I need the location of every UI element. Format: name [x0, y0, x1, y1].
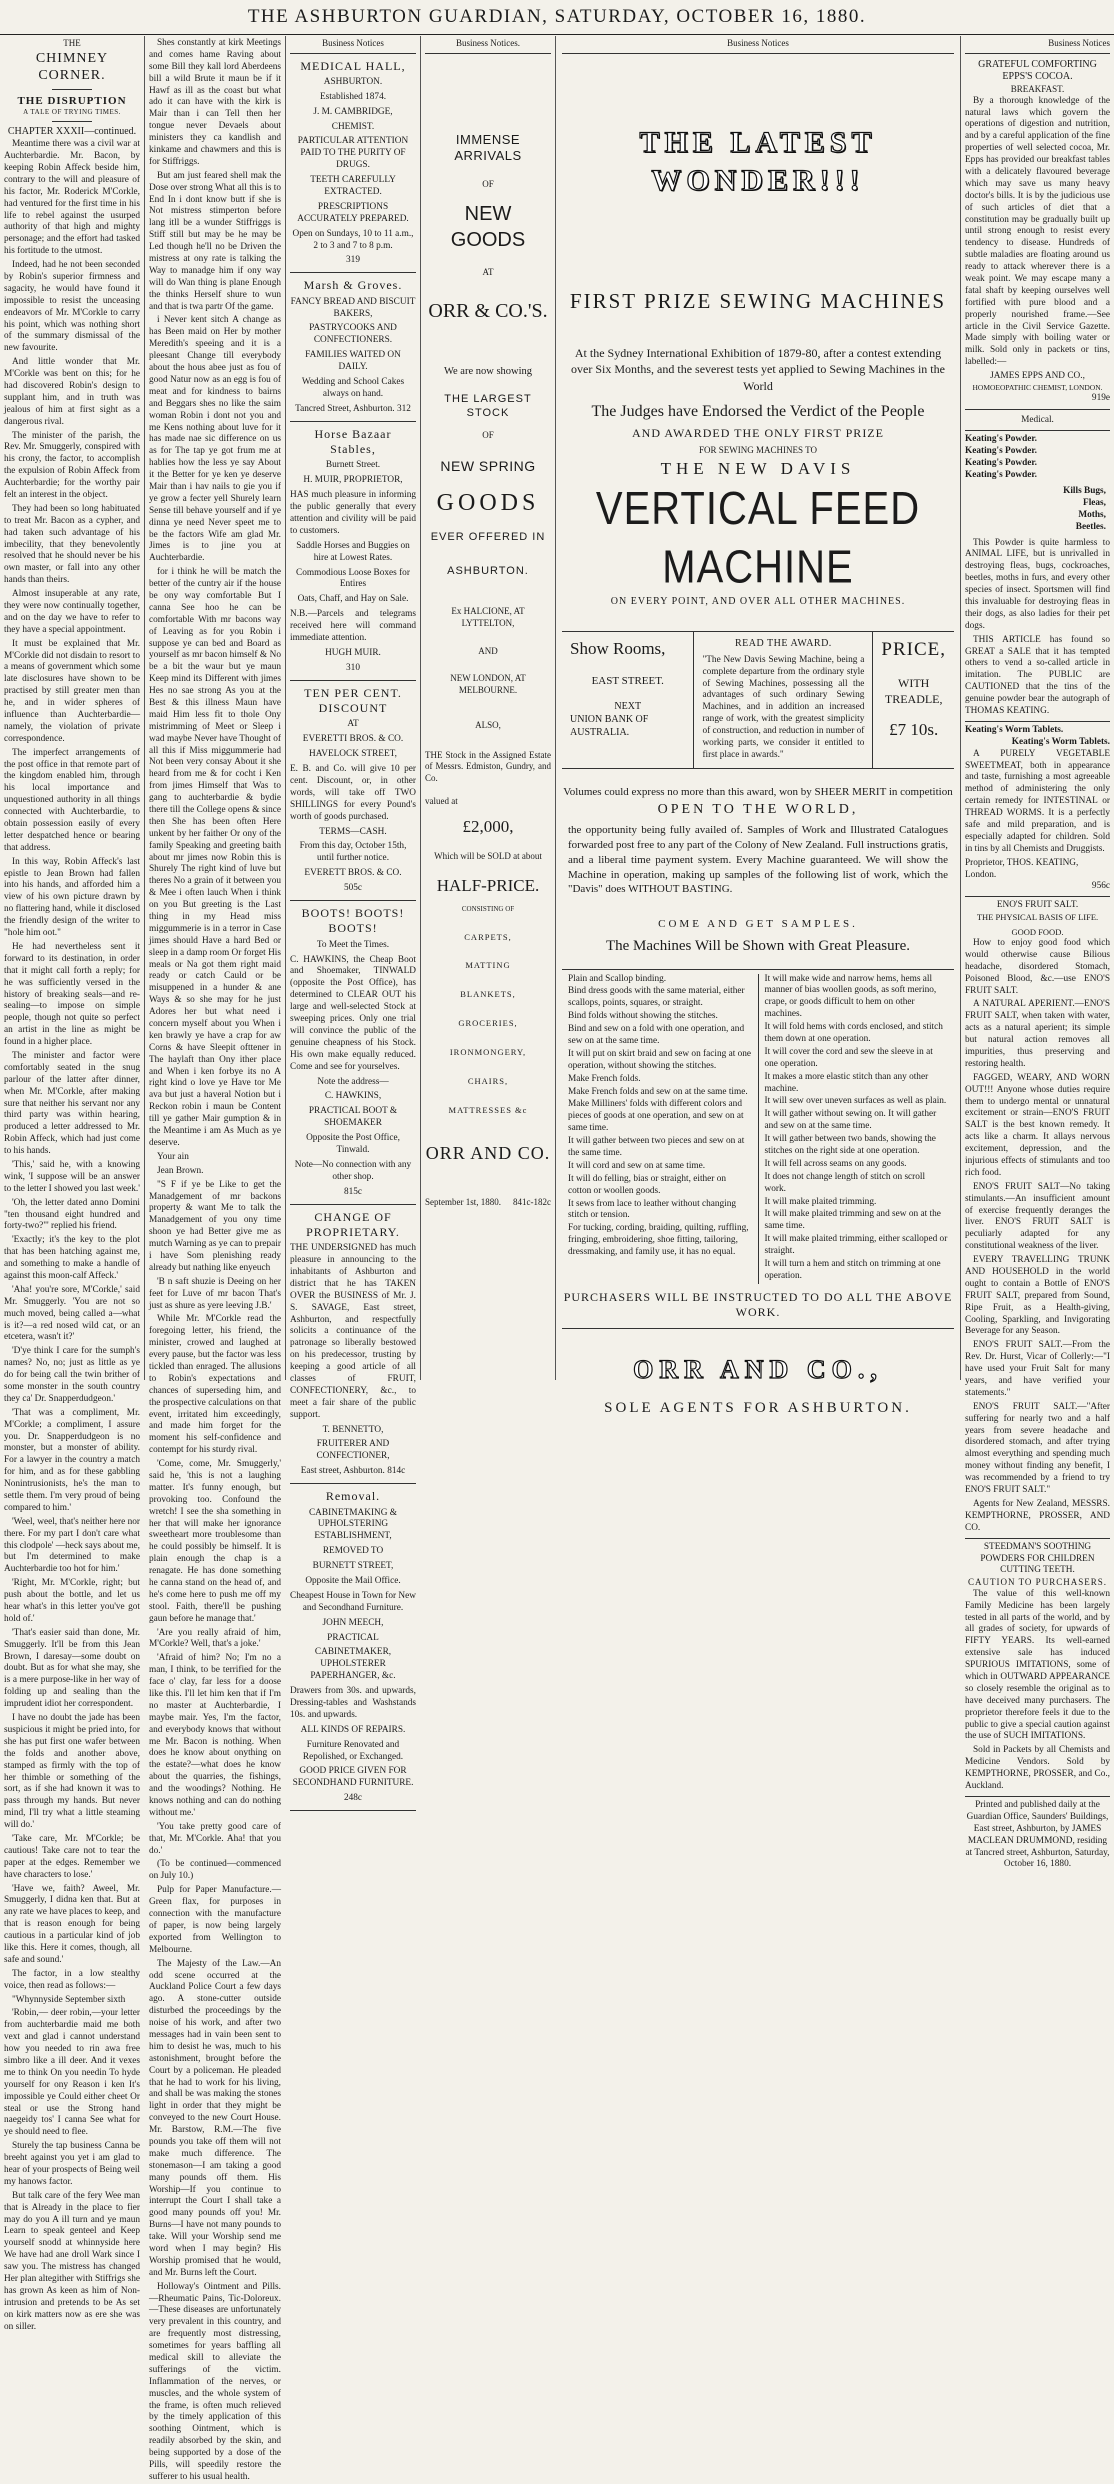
story-paragraph: 'Exactly; it's the key to the plot that has been hatching against me, and something to make a handle of against this moon-calf Affeck.': [4, 1235, 140, 1281]
largest-stock: THE LARGEST STOCK: [444, 393, 532, 420]
advertisement: [290, 686, 416, 895]
story-paragraph: 'Robin,— deer robin,—your letter from auchterbardie maid me both vext and glad i cannot understand how you needed to rin awa free simbro like a ill deer. And it vexes me to think On you needin To hyde yourself for ony Reason i ken It's impossible ye Could either cheet Or steal or use the Strong hand naegeidy tos' I canna See what for ye should need to flee.: [4, 2008, 140, 2138]
story-paragraph: "Whynnyside September sixth: [12, 1994, 126, 2005]
ad-line: PRACTICAL: [327, 1632, 379, 1643]
ad-line: Burnett Street.: [325, 460, 381, 471]
ad-line: CHANGE OF PROPRIETARY.: [306, 1209, 400, 1239]
feature-lists: [562, 969, 954, 1284]
awarded-line: AND AWARDED THE ONLY FIRST PRIZE: [632, 426, 884, 441]
story-paragraph: 'Aha! you're sore, M'Corkle,' said Mr. Smuggerly. 'You are not so much moved, being called a—what is it?—a red nosed wild cat, or an etcetera, wasn't it?': [4, 1284, 140, 1343]
feature-item: It will gather between two bands, showing the stitches on the right side at one operation.: [764, 1134, 936, 1156]
column-header: Business Notices: [727, 38, 789, 48]
feature-item: It will make plaited trimming, either scalloped or straight.: [764, 1234, 948, 1257]
ad-line: Saddle Horses and Buggies on hire at Lowest Rates.: [296, 540, 410, 563]
story-paragraph: It must be explained that Mr. M'Corkle did not disdain to resort to a means of government which some late disclosures have shown to be practised by still greater men than he, and in wider spheres of influence than Auchterbardie—namely, the violation of private correspondence.: [4, 638, 140, 744]
feature-item: It will make plaited trimming.: [764, 1196, 877, 1207]
ad-word: AND: [478, 645, 498, 656]
story-paragraph: Indeed, had he not been seconded by Robin's superior firmness and sagacity, he would have found it impossible to resist the unceasing endeavors of Mr. M'Corkle to carry his point, which was nothing short of the summary dismissal of the new favourite.: [4, 260, 140, 354]
immense-arrivals: IMMENSE ARRIVALS: [454, 131, 522, 164]
ad-line: Removal.: [325, 1489, 381, 1504]
half-price: HALF-PRICE.: [436, 875, 540, 895]
ad-line: 505c: [343, 883, 363, 894]
sole-agents: SOLE AGENTS FOR ASHBURTON.: [604, 1399, 912, 1416]
stock-item: MATTING: [465, 960, 511, 971]
story-paragraph: Pulp for Paper Manufacture.—Green flax, for purposes in connection with the manufacture of paper, is now being largely exported from Wellington to Melbourne.: [149, 1885, 281, 1955]
kills-item: Fleas,: [1083, 497, 1106, 508]
ad-line: ASHBURTON.: [323, 76, 383, 87]
keating-line: Keating's Powder.: [965, 458, 1037, 469]
feature-item: Make French folds and sew on at the same time.: [568, 1086, 748, 1097]
treadle-label: WITH TREADLE,: [884, 676, 943, 706]
imprint: Printed and published daily at the Guardian Office, Saunders' Buildings, East street, Ashburton, by JAMES MACLEAN DRUMMOND, residing at Tancred street, Ashburton, Saturday, October 16, 1880.: [965, 1799, 1110, 1870]
story-paragraph: 'This,' said he, with a knowing wink, 'I suppose will be an answer to the letter I showed you last week.': [4, 1159, 140, 1194]
keating-line: Keating's Powder.: [965, 470, 1037, 481]
feature-list-left: [562, 974, 758, 1284]
ad-line: FRUITERER AND CONFECTIONER,: [316, 1439, 390, 1462]
story-paragraph: And little wonder that Mr. M'Corkle was bent on this; for he had discovered Robin's design to supplant him, and in truth was jealous of him at first sight as a dangerous rival.: [4, 357, 140, 427]
feature-item: Bind dress goods with the same material, either scallops, points, squares, or straight.: [568, 986, 745, 1009]
feature-item: It will turn a hem and stitch on trimming at one operation.: [764, 1258, 941, 1281]
feature-item: It will cover the cord and sew the sleeve in at one operation.: [764, 1046, 933, 1069]
orr-name: ORR & CO.'S.: [428, 299, 548, 322]
shown-with-pleasure: The Machines Will be Shown with Great Pleasure.: [605, 938, 911, 955]
ad-word: ALSO,: [475, 720, 501, 731]
story-paragraph: 'Oh, the letter dated anno Domini "ten thousand eight hundred and forty-two?"' replied his friend.: [4, 1197, 140, 1232]
feature-list-right: [758, 974, 955, 1284]
volumes-line: Volumes could express no more than this award, won by SHEER MERIT in competition: [563, 785, 953, 798]
feature-item: It will fold hems with cords enclosed, and stitch them down at one operation.: [764, 1022, 943, 1044]
ad-line: THE UNDERSIGNED has much pleasure in announcing to the inhabitants of Ashburton and district that he has TAKEN OVER the BUSINESS of Mr. J. S. SAVAGE, East street, Ashburton, and respectfully solicits a continuance of the patronage so liberally bestowed on his predecessor, trusting by keeping a good article of all classes of FRUIT, CONFECTIONERY, &c., to meet a fair share of the public support.: [290, 1243, 416, 1420]
steedman-body: The value of this well-known Family Medicine has been largely tested in all parts of the world, and by all grades of society, for upwards of FIFTY YEARS. Its well-earned extensive sale has induced SPURIOUS IMITATIONS, some of which in OUTWARD APPEARANCE so closely resemble the original as to have deceived many purchasers. The proprietor therefore feels it due to the public to give a special caution against the use of SUCH IMITATIONS.: [965, 1588, 1110, 1742]
story-paragraph: Almost insuperable at any rate, they were now continually together, and on the day we have to refer to they have a special appointment.: [4, 589, 140, 635]
goods-heading: GOODS: [436, 489, 540, 516]
feature-item: It will gather without sewing on. It will gather and sew on at the same time.: [764, 1109, 937, 1132]
ad-line: C. HAWKINS,: [324, 1091, 382, 1102]
ad-line: From this day, October 15th, until further notice.: [299, 841, 407, 864]
feature-item: It will put on skirt braid and sew on facing at one operation, without showing the stitches.: [568, 1048, 752, 1071]
story-paragraph: 'Right, Mr. M'Corkle, right; but push about the bottle, and let us hear what's in this letter you've got hold of.': [4, 1578, 140, 1624]
story-paragraph: 'You take pretty good care of that, Mr. M'Corkle. Aha! that you do.': [149, 1821, 281, 1856]
worm-signature: Proprietor, THOS. KEATING, London.: [965, 857, 1079, 880]
epps-signature-sub: HOMOEOPATHIC CHEMIST, LONDON.: [972, 383, 1103, 392]
ad-code: 956c: [1091, 881, 1110, 892]
feature-item: Bind and sew on a fold with one operation, and sew on at the same time.: [568, 1024, 745, 1046]
stock-item: CARPETS,: [464, 931, 512, 942]
column-header: Business Notices: [322, 38, 384, 48]
ad-line: Opposite the Post Office, Tinwald.: [306, 1133, 400, 1155]
advertisement-list: [290, 59, 416, 1812]
story-title: THE DISRUPTION: [17, 95, 127, 108]
east-street: EAST STREET.: [591, 674, 664, 687]
exhibition-intro: At the Sydney International Exhibition of 1879-80, after a contest extending over Six Months, and the severest tests yet applied to Sewing Machines in the World: [571, 346, 945, 393]
vertical-feed-machine: VERTICAL FEED MACHINE: [595, 483, 921, 594]
ad-line: HAS much pleasure in informing the public generally that every attention and civility will be paid to customers.: [290, 490, 416, 536]
ad-word: OF: [482, 178, 494, 189]
ad-line: Furniture Renovated and Repolished, or Exchanged.: [302, 1739, 404, 1762]
worm-subtitle: Keating's Worm Tablets.: [1011, 736, 1110, 747]
ad-word: AT: [482, 267, 494, 278]
column-story-continued: [145, 36, 285, 2482]
ad-line: Which will be SOLD at about: [434, 851, 542, 862]
keating-line: Keating's Powder.: [965, 446, 1037, 457]
samples-paragraph: the opportunity being fully availed of. Samples of Work and Illustrated Catalogues forwarded post free to any part of the Colony of New Zealand. Full instructions gratis, and a liberal time payment system. Every Machine guaranteed. We will show the Machine in operation, making up samples of the following list of work, which the "Davis" does WITHOUT BASTING.: [568, 824, 949, 896]
steedman-sold: Sold in Packets by all Chemists and Medicine Vendors. Sold by KEMPTHORNE, PROSSER, and Co., Auckland.: [965, 1745, 1110, 1792]
story-subtitle: A TALE OF TRYING TIMES.: [23, 108, 121, 117]
eno-paragraph: EVERY TRAVELLING TRUNK AND HOUSEHOLD in the world ought to contain a Bottle of ENO'S FRUIT SALT, prepared from Sound, Ripe Fruit, as a Health-giving, Cooling, Sparkling, and Invigorating Beverage for any Season.: [965, 1255, 1110, 1337]
chapter-heading: CHAPTER XXXII—continued.: [7, 126, 137, 138]
kills-item: Moths,: [1078, 509, 1106, 520]
story-paragraph: The imperfect arrangements of the post office in that remote part of the kingdom enabled him, through his local importance and unquestioned authority in all things connected with Auchterbardie, to obtain possession easily of every letter despatched hence or bearing that address.: [4, 747, 140, 853]
kills-item: Kills Bugs,: [1063, 485, 1106, 496]
ad-line: H. MUIR, PROPRIETOR,: [303, 475, 403, 486]
keating-line: Keating's Powder.: [965, 434, 1037, 445]
purchasers-line: PURCHASERS WILL BE INSTRUCTED TO DO ALL THE ABOVE WORK.: [563, 1289, 953, 1320]
ad-word: CONSISTING OF: [461, 904, 515, 913]
open-to-world: OPEN TO THE WORLD,: [657, 802, 859, 818]
story-paragraph: Your ain: [157, 1151, 189, 1162]
stock-item: MATTRESSES &c: [448, 1104, 528, 1115]
for-sewing-line: FOR SEWING MACHINES TO: [699, 444, 817, 455]
award-row: [562, 631, 954, 769]
feature-item: Bind folds without showing the stitches.: [568, 1011, 718, 1022]
ad-line: Note—No connection with any other shop.: [294, 1159, 412, 1182]
orr-and-co-heading: ORR AND CO.,: [633, 1355, 883, 1385]
story-paragraph: The factor, in a low stealthy voice, then read as follows:—: [4, 1968, 140, 1991]
ad-line: Open on Sundays, 10 to 11 a.m., 2 to 3 and 7 to 8 p.m.: [292, 228, 414, 251]
story-text-continued: [149, 38, 281, 2484]
ad-line: MEDICAL HALL,: [300, 58, 406, 73]
story-paragraph: They had been so long habituated to treat Mr. Bacon as a cypher, and had taken such advantage of his imbecility, that they benevolently resolved that he should never be his own master, or fall into any other hands than theirs.: [4, 503, 140, 586]
ad-line: ALL KINDS OF REPAIRS.: [300, 1724, 406, 1735]
ad-line: EVERETTI BROS. & CO.: [302, 734, 404, 745]
eno-paragraph: ENO'S FRUIT SALT.—From the Rev. Dr. Hurst, Vicar of Collerly:—"I have used your Fruit Salt for many years, and have verified your statements.": [965, 1340, 1110, 1398]
eno-title: ENO'S FRUIT SALT.: [996, 900, 1079, 911]
column-business-notices-1: [286, 36, 420, 1804]
orr-and-co: ORR AND CO.: [425, 1142, 551, 1163]
kills-list: [965, 486, 1110, 534]
ad-line: Commodious Loose Boxes for Entires: [296, 567, 410, 590]
story-paragraph: But talk care of the fery Wee man that is Already in the place to fier may do you A ill turn and ye maun Learn to speak genteel and Keep yourself snodd at whinnyside here We have had ane droll Wark since I saw you. The mistress has changed Her plan altegither with Stiffrigs she has grown As keen as him of Non-intrusion and pretends to be As set on kirk matters now as ere she was on siller.: [4, 2190, 140, 2332]
come-get-samples: COME AND GET SAMPLES.: [658, 918, 858, 931]
ad-line: J. M. CAMBRIDGE,: [313, 106, 393, 117]
column-chimney-corner: [0, 36, 144, 2332]
price-amount: £7 10s.: [889, 720, 939, 740]
ad-line: TEETH CAREFULLY EXTRACTED.: [310, 175, 396, 197]
story-paragraph: Meantime there was a civil war at Auchterbardie. Mr. Bacon, by keeping Robin Affeck beside him, contrary to the will and pleasure of his factor, Mr. Roderick M'Corkle, had ventured for the first time in his life to rebel against the usurped authority of that high and mighty personage; and the effort had tasked his fortitude to the utmost.: [4, 139, 140, 257]
ad-line: 815c: [343, 1186, 363, 1197]
story-paragraph: 'Take care, Mr. M'Corkle; be cautious! Take care not to tear the paper at the edges. Remember we have characters to lose.': [4, 1833, 140, 1880]
story-text: [4, 139, 140, 2333]
eno-paragraph: ENO'S FRUIT SALT—No taking stimulants.—An insufficient amount of exercise frequently deranges the liver. ENO'S FRUIT SALT is peculiarly adapted for any constitutional weakness of the liver.: [965, 1181, 1110, 1252]
ad-line: PRESCRIPTIONS ACCURATELY PREPARED.: [297, 201, 409, 224]
eno-paragraph: How to enjoy good food which would otherwise cause Bilious headache, disordered Stomach, Poisoned Blood, &c.—use ENO'S FRUIT SALT.: [965, 937, 1110, 996]
story-paragraph: 'Afraid of him? No; I'm no a man, I think, to be terrified for the face o' clay, far less for a doose like this. I'll let him ken that if I'm no master at Auchterbardie, I maybe mair. Yes, I'm the factor, and everybody knows that without me Mr. Bacon is nothing. When does he know about onything on the estate?—what does he know about the quarries, the fishings, and the woodings? Nothing. He knows nothing and can do nothing without me.': [149, 1653, 281, 1818]
column-medical-notices: [961, 36, 1114, 1870]
ad-line: PASTRYCOOKS AND CONFECTIONERS.: [309, 323, 397, 346]
ad-line: HAVELOCK STREET,: [309, 749, 397, 760]
feature-item: It will do felling, bias or straight, either on cotton or woollen goods.: [568, 1173, 727, 1196]
latest-wonder-heading: THE LATEST WONDER!!!: [639, 125, 877, 197]
story-paragraph: In this way, Robin Affeck's last epistle to Jean Brown had fallen into his hands, and afforded him a view of his own picture drawn by no flattering hand, while it disclosed the friendly design of the writer to "hole him oot.": [4, 856, 140, 939]
story-paragraph: 'Have we, faith? Aweel, Mr. Smuggerly, I didna ken that. But at any rate we have places to keep, and that is reason enough for being cautious in a particular kind of job like this. Here it comes, though, all safe and sound.': [4, 1883, 140, 1965]
feature-item: It sews from lace to leather without changing stitch or tension.: [568, 1198, 737, 1221]
ad-code: 919e: [1091, 392, 1110, 403]
ad-line: Cheapest House in Town for New and Secondhand Furniture.: [290, 1590, 416, 1613]
column-header: Business Notices.: [456, 38, 520, 48]
advertisement: [290, 278, 416, 415]
new-goods: NEW GOODS: [450, 203, 526, 251]
feature-item: It will make plaited trimming and sew on at the same time.: [764, 1209, 941, 1232]
ad-line: EVERETT BROS. & CO.: [304, 868, 402, 879]
ad-line: ASHBURTON.: [447, 565, 529, 578]
ad-line: Note the address—: [317, 1076, 389, 1087]
ad-line: BURNETT STREET,: [312, 1561, 394, 1572]
read-award: READ THE AWARD.: [735, 638, 832, 649]
judges-line: The Judges have Endorsed the Verdict of the People: [591, 402, 925, 420]
medical-heading: Medical.: [1021, 415, 1054, 426]
ad-line: Established 1874.: [319, 91, 387, 102]
story-paragraph: I have no doubt the jade has been suspicious it might be pried into, for she has put first one wafer between the folds and another above, stamped as firmly with the top of her thimble or something of the sort, as if she had known it was to pass through my hands. But never mind, I'll try what a little steaming will do.': [4, 1713, 140, 1831]
eno-good-food: GOOD FOOD.: [1011, 927, 1064, 938]
union-bank: UNION BANK OF AUSTRALIA.: [570, 713, 649, 738]
first-prize-heading: FIRST PRIZE SEWING MACHINES: [569, 289, 947, 314]
new-davis: THE NEW DAVIS: [660, 459, 856, 479]
stock-item: IRONMONGERY,: [449, 1047, 527, 1058]
story-paragraph: i Never kent sitch A change as has Been maid on Her by mother Meredith's speeing and it is a pleesant Change till everybody about the hous abee just as fou of good Natur now as an egg is fou of meat and for kindness to bairns and Beggars shes no like the saim woman Robin i dont not you and me Kens nothing about luve for it has made nae sic difference on us as for The tap ye got frum me at hablies how the less ye say About it the Better for ye ken ye deserve Mair than i hav nails to gie you if ye grow a fecter yell Shurely learn Sense till behave yourself and if ye dinna ye need Never speet me to be the factors Wife am glad Mr. Jimes is to jine you at Auchterbardie.: [149, 315, 281, 564]
ad-line: Tancred Street, Ashburton. 312: [295, 403, 411, 414]
award-quote: "The New Davis Sewing Machine, being a complete departure from the ordinary style of Sewing Machines, possessing all the advantages of such ordinary Sewing Machines, and in addition an increased range of work, with the greatest simplicity of construction, and reduction in number of working parts, we consider it entitled to first place in awards.": [702, 654, 865, 760]
story-paragraph: But am just feared shell mak the Dose over strong What all this is to End In i dont know butt if she is Not mistress stimperton before lang itll be a wunder Stiffriggs is Stiff still but may be he may be Led though he'll no be Driven the mistress at ony rate is talking the Way to manadge him if ony way will do Wan thing is plane Enough the thinks Herself shure to wun and that is twa partr Of the game.: [149, 170, 281, 312]
feature-item: It will sew over uneven surfaces as well as plain.: [764, 1096, 947, 1107]
eno-paragraph: ENO'S FRUIT SALT.—"After suffering for nearly two and a half years from severe headache and disordered stomach, and after trying almost everything and spending much money without finding any benefit, I was recommended by a friend to try ENO'S FRUIT SALT.": [965, 1401, 1110, 1496]
epps-subtitle: BREAKFAST.: [1010, 84, 1065, 95]
feature-item: It will cord and sew on at same time.: [568, 1160, 706, 1171]
every-point-line: ON EVERY POINT, AND OVER ALL OTHER MACHINES.: [610, 596, 906, 608]
story-paragraph: (To be continued—commenced on July 10.): [149, 1859, 281, 1882]
feature-item: For tucking, cording, braiding, quilting, ruffling, fringing, embroidering, shoe fitting, tailoring, dressmaking, and family use, it has no equal.: [568, 1223, 749, 1258]
story-paragraph: The Majesty of the Law.—An odd scene occurred at the Auckland Police Court a few days ago. A stone-cutter outside disturbed the proceedings by the noise of his work, and after two messages had in vain been sent to him to desist he was, much to his astonishment, brought before the Court by a policeman. He pleaded that he had to work for his living, and shall be was making the stones light in order that they might be conveyed to the new Court House. Mr. Barstow, R.M.—The five pounds you take off them will not make much difference. The stonemason—I am taking a good many pounds off them. His Worship—If you continue to interrupt the Court I shall take a good many pounds off you! Mr. Burns—I have not many pounds to take. Will your Worship send me word when I may begin? His Worship promised that he would, and Mr. Burns left the Court.: [149, 1958, 281, 2278]
orr-advertisement: [421, 36, 555, 1380]
worm-title: Keating's Worm Tablets.: [965, 724, 1064, 735]
ad-line: FAMILIES WAITED ON DAILY.: [305, 350, 401, 373]
keating-body: This Powder is quite harmless to ANIMAL LIFE, but is unrivalled in destroying fleas, bugs, cockroaches, beetles, moths in furs, and every other species of insect. Sportsmen will find this invaluable for destroying fleas in their dogs, as also ladies for their pet dogs.: [965, 537, 1110, 631]
ad-line: HUGH MUIR.: [325, 647, 381, 658]
show-rooms: Show Rooms,: [570, 639, 666, 658]
ad-line: 319: [346, 255, 360, 266]
feature-item: It will gather between two pieces and sew on at the same time.: [568, 1136, 745, 1158]
feature-item: It will fell across seams on any goods.: [764, 1158, 907, 1169]
eno-paragraph: Agents for New Zealand, MESSRS. KEMPTHORNE, PROSSER, AND CO.: [965, 1498, 1110, 1533]
ad-line: NEW LONDON, AT MELBOURNE.: [450, 673, 526, 695]
ad-line: CABINETMAKER, UPHOLSTERER PAPERHANGER, &c.: [310, 1647, 396, 1682]
ad-line: EVER OFFERED IN: [430, 531, 546, 544]
ad-line: PRACTICAL BOOT & SHOEMAKER: [308, 1106, 398, 1129]
stock-item: CHAIRS,: [467, 1075, 509, 1086]
advertisement: [290, 906, 416, 1199]
sewing-machine-advertisement: [556, 36, 960, 1416]
ad-line: 310: [346, 662, 360, 673]
story-paragraph: The minister of the parish, the Rev. Mr. Smuggerly, conspired with his crony, the factor, to accomplish the expulsion of Robin Affeck from Auchterbardie; for the worthy pair felt an interest in the object.: [4, 430, 140, 500]
story-paragraph: "S F if ye be Like to get the Manadgement of mr backons property & want Me to talk the Manadgement of you ony time shoon ye had Better give me as mutch Warning as ye can to prepair i have Som plenishing ready already but nathing like enyeuch: [149, 1179, 281, 1273]
advertisement: [290, 59, 416, 268]
stock-value: £2,000,: [462, 816, 514, 836]
ad-line: TEN PER CENT. DISCOUNT: [304, 685, 402, 716]
section-title: CHIMNEY CORNER.: [35, 50, 109, 84]
section-label: THE: [63, 38, 81, 48]
ad-word: OF: [482, 430, 494, 441]
advertisement: [290, 1489, 416, 1805]
ad-line: TERMS—CASH.: [319, 826, 387, 837]
worm-body: A PURELY VEGETABLE SWEETMEAT, both in appearance and taste, furnishing a most agreeable method of administering the only certain remedy for INTESTINAL or THREAD WORMS. It is a perfectly safe and mild preparation, and is especially adapted for children. Sold in tins by all Chemists and Druggists.: [965, 748, 1110, 854]
feature-item: Plain and Scallop binding.: [568, 973, 667, 984]
stock-item: GROCERIES,: [458, 1018, 518, 1029]
epps-signature: JAMES EPPS AND CO.,: [990, 371, 1085, 382]
ad-line: N.B.—Parcels and telegrams received here will command immediate attention.: [290, 609, 416, 644]
ad-word: valued at: [425, 796, 458, 807]
ad-line: AT: [347, 719, 359, 730]
masthead: THE ASHBURTON GUARDIAN, SATURDAY, OCTOBER 16, 1880.: [0, 0, 1114, 35]
new-spring: NEW SPRING: [440, 457, 536, 474]
ad-code: 841c-182c: [513, 1196, 551, 1207]
story-paragraph: Sturely the tap business Canna be breeht against you yet i am glad to hear of your prospects of Being weil my hanows factor.: [4, 2141, 140, 2187]
feature-item: Make Milliners' folds with different colors and pieces of goods at one operation, and sew on at same time.: [568, 1099, 744, 1134]
ad-line: REMOVED TO: [322, 1546, 384, 1557]
ad-line: Marsh & Groves.: [303, 278, 403, 293]
story-paragraph: Holloway's Ointment and Pills.—Rheumatic Pains, Tic-Doloreux.—These diseases are unfortunately very prevalent in this country, and are frequently most distressing, sometimes for years baffling all medical skill to alleviate the sufferings of the victim. Inflammation of the nerves, or muscles, and the whole system of the frame, is often much relieved by the timely application of this soothing Ointment, which is readily absorbed by the skin, and being supported by a dose of the Pills, will speedily restore the sufferer to his usual health.: [149, 2281, 281, 2482]
eno-subtitle: THE PHYSICAL BASIS OF LIFE.: [976, 912, 1099, 923]
eno-paragraph: A NATURAL APERIENT.—ENO'S FRUIT SALT, when taken with water, acts as a natural aperient; its simple but natural action removes all impurities, thus preserving and restoring health.: [965, 999, 1110, 1069]
ad-line: BOOTS! BOOTS! BOOTS!: [301, 905, 405, 936]
epps-title: GRATEFUL COMFORTING EPPS'S COCOA.: [978, 58, 1097, 83]
ad-line: Ex HALCIONE, AT LYTTELTON,: [451, 606, 525, 628]
story-paragraph: 'That was a compliment, Mr. M'Corkle; a compliment, I assure you. Dr. Snapperdudgeon is no monster, but a monster of ability. For a lawyer in the country a match for him, and as for these gabbling Nonintrusionists, he's the man to settle them. I'm very proud of being compared to him.': [4, 1407, 140, 1513]
story-paragraph: While Mr. M'Corkle read the foregoing letter, his friend, the minister, crowed and laughed at every pause, but the factor was less tickled than enraged. The allusions to Robin's expectations and chances of superseding him, and the prospective calculations on that event, irritated him exceedingly, and made him forget for the moment his self-confidence and contempt for his sturdy rival.: [149, 1314, 281, 1456]
ad-line: Opposite the Mail Office.: [305, 1575, 401, 1586]
feature-item: It does not change length of stitch on scroll work.: [764, 1171, 926, 1194]
ad-line: Drawers from 30s. and upwards, Dressing-tables and Washstands 10s. and upwards.: [290, 1686, 416, 1720]
stock-items: [425, 932, 551, 1116]
ad-line: Wedding and School Cakes always on hand.: [301, 377, 405, 399]
ad-paragraph: THE Stock in the Assigned Estate of Messrs. Edmiston, Gundry, and Co.: [425, 749, 551, 783]
feature-item: It will make wide and narrow hems, hems all manner of bias woollen goods, as soft merino, crape, or goods difficult to hem on other machines.: [764, 973, 937, 1020]
story-paragraph: 'Come, come, Mr. Smuggerly,' said he, 'this is not a laughing matter. It's funny enough, but provoking too. Confound the wretch! I see the sha something in her that will make her ignorance sweetheart more troublesome than he could possibly be himself. It is plain enough the chap is a renagate. He has done something he canna stand on the head of, and he's come here to push me off my stool. Faith, there'll be pushing gaun before he manage that.': [149, 1459, 281, 1624]
story-paragraph: 'Are you really afraid of him, M'Corkle? Well, that's a joke.': [149, 1627, 281, 1650]
price-label: PRICE,: [881, 639, 946, 660]
ad-line: T. BENNETTO,: [322, 1424, 384, 1435]
stock-item: BLANKETS,: [460, 989, 516, 1000]
advertisement: [290, 1210, 416, 1479]
ad-line: East street, Ashburton. 814c: [300, 1466, 406, 1477]
ad-line: We are now showing: [443, 365, 533, 377]
ad-line: GOOD PRICE GIVEN FOR SECONDHAND FURNITURE.: [292, 1766, 414, 1789]
story-paragraph: The minister and factor were comfortably seated in the snug parlour of the latter after dinner, when Mr. M'Corkle, after making sure that neither his servant nor any third party was within hearing, produced a letter addressed to Mr. Robin Affeck, which had just come to his hands.: [4, 1050, 140, 1157]
column-header: Business Notices: [1048, 38, 1110, 48]
story-paragraph: 'B n saft shuzie is Deeing on her feet for Luve of mr bacon That's just as shure as yere leeving J.B.': [149, 1276, 281, 1311]
epps-body: By a thorough knowledge of the natural laws which govern the operations of digestion and nutrition, and by a careful application of the fine properties of well selected cocoa, Mr. Epps has provided our breakfast tables with a delicately flavoured beverage which may save us many heavy doctor's bills. It is by the judicious use of such articles of diet that a constitution may be gradually built up until strong enough to resist every tendency to disease. Hundreds of subtle maladies are floating around us ready to attack wherever there is a weak point. We may escape many a fatal shaft by keeping ourselves well fortified with pure blood and a properly nourished frame.—See article in the Civil Service Gazette. Made simply with boiling water or milk. Sold only in packets or tins, labelled:—: [965, 95, 1110, 368]
kills-item: Beetles.: [1075, 521, 1106, 532]
story-paragraph: Shes constantly at kirk Meetings and comes hame Raving about some Bill they kall lord Aberdeens bill a wild Brute it maun be if it Hawf as ill as the coast but what ado it can have with the kirk is Mair than i can Tell then her tongue never Devaels about ministers they ca kandlish and kinkame and chawmers and this is for Stiffriggs.: [149, 38, 281, 167]
story-paragraph: for i think he will be match the better of the cuntry air if the house be ony way comfortable But I canna See hoo he can be comfortable With mr bacons way of Leaving as for you Robin i suppose ye can bed and Board as yourself as mr bacon himself & No be a bit the waur but ye maun Keep mind its Different with jimes Hes no sae strong As you at the Best & this illness Maun have maid Him less fit to thole Ony mistrimming of Meet or Sleep i wad maybe Never have Thought of all this if Miss miggummerie had Not been very consay About it she heard from me & for cocht i Ken from jimes Himself that Was to gang to auchterbardie & bydie there till the College opens & since then She has been often Here unkent by her faither Or ony of the family Speaking and greeting baith about mr jimes now Robin this is Shurely The right kind of luve but theres No a grain of it between you & Mee i often lauch When i think on you But greeting is the Last thing in my Head miss miggummerie is in a terror in Case jimes should Have a hard Bed or sleep in a damp room Or forget His meals or Na got them right maid ready or catch Cauld or be misuppened in a hunder & ane Ways & so she may for he just Adores her but what need i concern myself about you When i ken brawly ye have a crap for aw Corns & have Sleepit ofttener in The haylaft than Ony ither place and When i ken forbye its no A right kind o love ye Have tor Me ava but just a haveral Notion but i Reckon robin i maun be Content till ye gather Mair gumption & in the Meantime i am As Much as ye deserve.: [149, 567, 281, 1148]
next-label: NEXT: [614, 700, 642, 712]
keating-caution: THIS ARTICLE has found so GREAT a SALE that it has tempted others to vend a so-called article in imitation. The PUBLIC are CAUTIONED that the tins of the genuine powder bear the autograph of THOMAS KEATING.: [965, 634, 1110, 716]
keating-lines: [965, 434, 1110, 482]
feature-item: It makes a more elastic stitch than any other machine.: [764, 1071, 929, 1094]
ad-line: Oats, Chaff, and Hay on Sale.: [297, 594, 409, 605]
steedman-title: STEEDMAN'S SOOTHING POWDERS FOR CHILDREN CUTTING TEETH.: [980, 1541, 1095, 1576]
eno-body: [965, 938, 1110, 1535]
eno-paragraph: FAGGED, WEARY, AND WORN OUT!!! Anyone whose duties require them to undergo mental or unnatural excitement or strain—ENO'S FRUIT SALT is the best known remedy. It acts like a charm. It allays nervous excitement, depression, and the injurious effects of stimulants and too rich food.: [965, 1072, 1110, 1178]
ad-date: September 1st, 1880.: [425, 1196, 501, 1207]
ad-line: PARTICULAR ATTENTION PAID TO THE PURITY OF DRUGS.: [297, 136, 409, 171]
ad-line: CABINETMAKING & UPHOLSTERING ESTABLISHMENT,: [308, 1507, 398, 1542]
advertisement: [290, 427, 416, 675]
ad-line: To Meet the Times.: [316, 939, 390, 950]
steedman-caution: CAUTION TO PURCHASERS.: [968, 1577, 1107, 1588]
story-paragraph: 'That's easier said than done, Mr. Smuggerly. It'll be from this Jean Brown, I daresay—some doubt on doubt. But as for what she may, she is a mere purpose-like in her way of folding up and sealing than the imprudent idiot her correspondent.: [4, 1627, 140, 1710]
story-paragraph: 'Weel, weel, that's neither here nor there. For my part I don't care what this clodpole' —heck says about me, but I'm determined to make Auchterbardie too hot for him.': [4, 1516, 140, 1575]
story-paragraph: 'D'ye think I care for the sumph's names? No, no; just as little as ye do for being call the twin brither of some monster in the south country they ca' Dr. Snapperdudgeon.': [4, 1346, 140, 1404]
ad-line: FANCY BREAD AND BISCUIT BAKERS,: [290, 296, 416, 319]
ad-line: Horse Bazaar Stables,: [314, 426, 392, 457]
story-paragraph: He had nevertheless sent it forward to its destination, in order that it might call forth a reply; for he was sufficiently versed in the history of breaking seals—and re-sealing—to impose on simple people, though not quite so perfect an artist in the line as might be found in a higher place.: [4, 941, 140, 1048]
ad-line: E. B. and Co. will give 10 per cent. Discount, or, in other words, will take off TWO SHILLINGS for every Pound's worth of goods purchased.: [290, 764, 416, 822]
feature-item: Make French folds.: [568, 1073, 641, 1084]
ad-line: 248c: [343, 1793, 363, 1804]
ad-line: C. HAWKINS, the Cheap Boot and Shoemaker, TINWALD (opposite the Post Office), has determined to CLEAR OUT his large and well-selected Stock at sweeping prices. Only one trial will convince the public of the genuine cheapness of his Stock. His own make equally reduced. Come and see for yourselves.: [290, 954, 416, 1072]
ad-line: CHEMIST.: [331, 121, 375, 132]
story-paragraph: Jean Brown.: [157, 1165, 204, 1176]
ad-line: JOHN MEECH,: [322, 1617, 384, 1628]
